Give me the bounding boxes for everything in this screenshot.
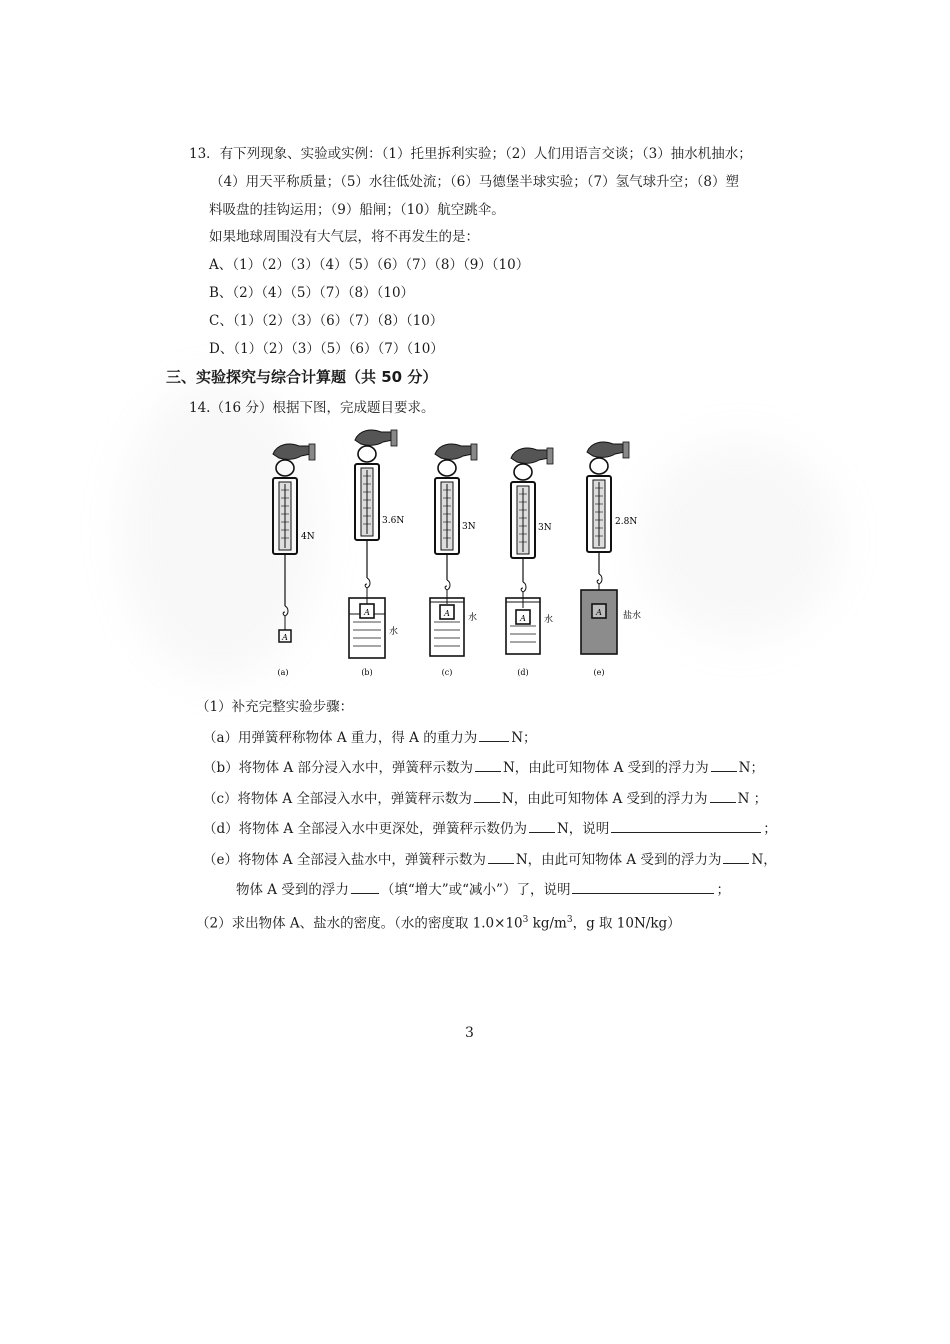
figure-svg — [255, 428, 655, 688]
block-label-d: A — [520, 614, 526, 623]
step-c-blank-2[interactable] — [710, 788, 736, 803]
q14-step-e-cont — [236, 879, 730, 900]
section-3-heading: 三、实验探究与综合计算题（共 50 分） — [166, 368, 438, 386]
part2-sup-1: 3 — [522, 915, 529, 925]
liquid-label-b: 水 — [389, 627, 399, 637]
step-c-text-3: N ； — [737, 791, 768, 807]
reading-c: 3N — [462, 522, 476, 532]
q13-option-a: A、（1）（2）（3）（4）（5）（6）（7）（8）（9）（10） — [209, 257, 530, 273]
step-d-blank-1[interactable] — [529, 818, 555, 833]
block-label-b: A — [364, 608, 370, 617]
q13-line-2: （4）用天平称质量；（5）水往低处流；（6）马德堡半球实验；（7）氢气球升空；（8）塑 — [210, 174, 739, 190]
step-e-text-1: （e）将物体 A 全部浸入盐水中，弹簧秤示数为 — [203, 852, 486, 868]
q14-step-c — [203, 788, 767, 809]
q13-line-1: 13．有下列现象、实验或实例：（1）托里拆利实验；（2）人们用语言交谈；（3）抽水机抽水； — [189, 146, 752, 162]
q14-step-e — [203, 849, 777, 870]
panel-label-a: (a) — [277, 668, 289, 677]
q14-step-a — [203, 727, 537, 748]
q14-step-d — [203, 818, 777, 839]
panel-label-b: (b) — [361, 668, 373, 677]
step-c-text-1: （c）将物体 A 全部浸入水中，弹簧秤示数为 — [203, 791, 472, 807]
step-e-text-2: N，由此可知物体 A 受到的浮力为 — [515, 852, 722, 868]
q14-part2 — [196, 910, 681, 934]
step-b-blank-2[interactable] — [711, 757, 737, 772]
reading-a: 4N — [301, 532, 315, 542]
step-a-text-2: N； — [511, 730, 537, 746]
part2-sup-2: 3 — [566, 915, 573, 925]
q13-option-b: B、（2）（4）（5）（7）（8）（10） — [209, 285, 415, 301]
step-e-blank-1[interactable] — [488, 849, 514, 864]
liquid-label-c: 水 — [468, 613, 478, 623]
step-b-text-3: N； — [738, 760, 764, 776]
reading-d: 3N — [538, 523, 552, 533]
step-d-text-1: （d）将物体 A 全部浸入水中更深处，弹簧秤示数仍为 — [203, 821, 527, 837]
panel-e — [581, 442, 641, 677]
part2-text-1: （2）求出物体 A、盐水的密度。（水的密度取 1.0×10 — [196, 915, 523, 932]
q13-prompt: 如果地球周围没有大气层，将不再发生的是： — [209, 229, 479, 245]
step-a-text-1: （a）用弹簧秤称物体 A 重力，得 A 的重力为 — [203, 730, 478, 746]
step-c-blank-1[interactable] — [474, 788, 500, 803]
panel-label-c: (c) — [441, 668, 453, 677]
panel-b — [349, 430, 404, 677]
q13-line-3: 料吸盘的挂钩运用；（9）船闸；（10）航空跳伞。 — [209, 202, 505, 218]
liquid-label-e: 盐水 — [623, 611, 642, 621]
panel-d — [506, 448, 553, 677]
panel-label-e: (e) — [593, 668, 605, 677]
step-e-text-5: （填“增大”或“减小”）了，说明 — [380, 882, 571, 898]
step-e-text-3: N， — [751, 852, 777, 868]
step-e-text-4: 物体 A 受到的浮力 — [236, 882, 349, 898]
panel-c — [430, 444, 477, 677]
step-d-text-2: N，说明 — [556, 821, 610, 837]
step-e-text-6: ； — [716, 882, 730, 898]
step-b-blank-1[interactable] — [475, 757, 501, 772]
step-c-text-2: N，由此可知物体 A 受到的浮力为 — [501, 791, 708, 807]
step-e-blank-4[interactable] — [572, 879, 714, 894]
step-d-text-3: ； — [763, 821, 777, 837]
step-a-blank[interactable] — [479, 727, 509, 742]
q14-part1-title: （1）补充完整实验步骤： — [196, 699, 354, 715]
step-e-blank-3[interactable] — [351, 879, 379, 894]
panel-label-d: (d) — [517, 668, 529, 677]
part2-text-3: ，g 取 10N/kg） — [572, 915, 681, 932]
step-d-blank-2[interactable] — [611, 818, 761, 833]
page-number: 3 — [465, 1025, 474, 1041]
q14-step-b — [203, 757, 764, 778]
q13-option-c: C、（1）（2）（3）（6）（7）（8）（10） — [209, 313, 444, 329]
step-b-text-1: （b）将物体 A 部分浸入水中，弹簧秤示数为 — [203, 760, 473, 776]
liquid-label-d: 水 — [544, 615, 554, 625]
reading-b: 3.6N — [382, 516, 405, 526]
reading-e: 2.8N — [615, 517, 638, 527]
block-label-e: A — [596, 608, 602, 617]
part2-text-2: kg/m — [528, 915, 567, 932]
step-b-text-2: N，由此可知物体 A 受到的浮力为 — [502, 760, 709, 776]
block-label-c: A — [444, 609, 450, 618]
block-label-a: A — [282, 633, 288, 642]
panel-a — [273, 444, 315, 677]
q14-intro: 14.（16 分）根据下图，完成题目要求。 — [189, 400, 435, 416]
spring-scale-figure — [255, 428, 655, 688]
step-e-blank-2[interactable] — [723, 849, 749, 864]
q13-option-d: D、（1）（2）（3）（5）（6）（7）（10） — [209, 341, 444, 357]
